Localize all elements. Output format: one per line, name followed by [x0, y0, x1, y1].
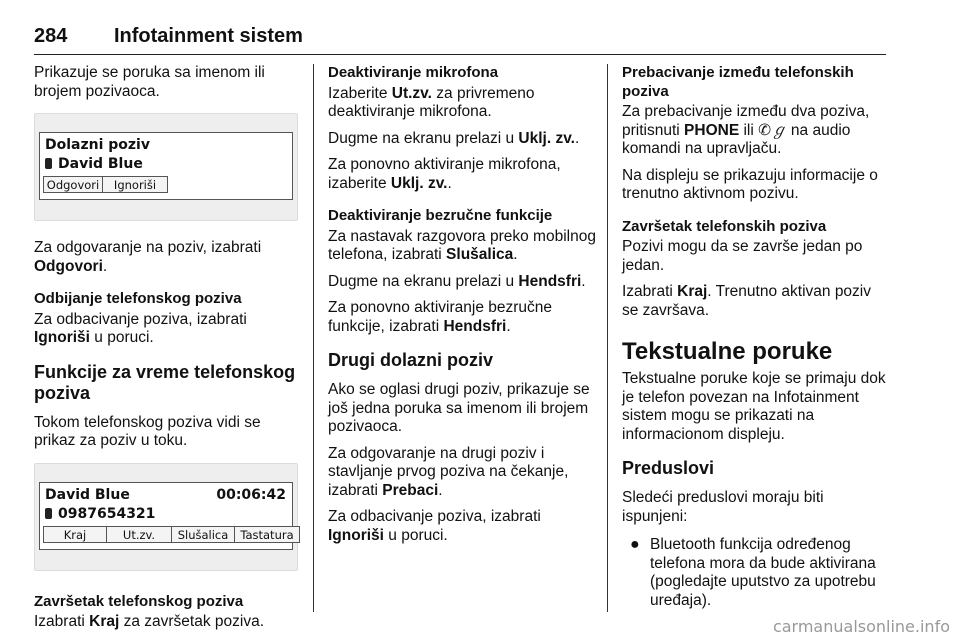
list-item — [622, 536, 890, 610]
switch-text-2: Na displeju se prikazuju informacije o trenutno aktivnom pozivu. — [622, 166, 878, 202]
functions-heading: Funkcije za vreme telefonskog poziva — [34, 361, 296, 403]
handsfree-text-2: Dugme na ekranu prelazi u Hendsfri. — [328, 272, 586, 290]
column-right — [622, 64, 890, 610]
second-call-text-2: Za odgovaranje na drugi poziv i stavljanje prvog poziva na čekanje, izabrati Prebaci. — [328, 444, 569, 499]
call-timer: 00:06:42 — [216, 486, 286, 503]
phone-icon — [45, 508, 52, 519]
end-calls-heading: Završetak telefonskih poziva — [622, 217, 827, 235]
handsfree-heading: Deaktiviranje bezručne funkcije — [328, 207, 553, 224]
mute-text-3: Za ponovno aktiviranje mikrofona, izaberite Uklj. zv.. — [328, 156, 561, 192]
switch-heading: Prebacivanje između telefonskih poziva — [622, 64, 854, 100]
bullet-icon: ● — [630, 536, 640, 553]
second-call-text: Ako se oglasi drugi poziv, prikazuje se još jedna poruka sa imenom ili brojem pozivaoca. — [328, 381, 590, 435]
end-call-text: Izabrati Kraj za završetak poziva. — [34, 613, 265, 630]
page-number: 284 — [34, 25, 68, 47]
button-row — [43, 526, 299, 543]
keypad-button[interactable]: Tastatura — [234, 526, 300, 543]
phone-control-icon: ✆ℊ — [758, 121, 787, 139]
mute-text: Izaberite Ut.zv. za privremeno deaktiviranje mikrofona. — [328, 84, 535, 120]
answer-button[interactable]: Odgovori — [43, 176, 103, 193]
end-call-button[interactable]: Kraj — [43, 526, 107, 543]
column-divider — [313, 64, 314, 612]
screen-title: Dolazni poziv — [45, 137, 150, 153]
mute-heading: Deaktiviranje mikrofona — [328, 64, 499, 81]
active-call-screen — [34, 463, 298, 571]
end-calls-text: Pozivi mogu da se završe jedan po jedan. — [622, 238, 863, 274]
caller-number: 0987654321 — [45, 505, 155, 524]
mute-text-2: Dugme na ekranu prelazi u Uklj. zv.. — [328, 129, 580, 147]
ignore-button[interactable]: Ignoriši — [102, 176, 168, 193]
intro-text: Prikazuje se poruka sa imenom ili brojem pozivaoca. — [34, 64, 265, 100]
column-left — [34, 64, 302, 640]
prereq-heading: Preduslovi — [622, 458, 715, 478]
list-item-text: Bluetooth funkcija određenog telefona mora da bude aktivirana (pogledajte uputstvo za upotrebu uređaja). — [650, 536, 876, 609]
phone-icon — [45, 158, 52, 169]
reject-heading: Odbijanje telefonskog poziva — [34, 290, 242, 307]
column-divider — [607, 64, 608, 612]
incoming-call-window — [39, 132, 293, 200]
mute-button[interactable]: Ut.zv. — [106, 526, 172, 543]
switch-text: Za prebacivanje između dva poziva, pritisnuti PHONE ili ✆ℊ na audio komandi na upravljaču. — [622, 103, 870, 157]
functions-text: Tokom telefonskog poziva vidi se prikaz za poziv u toku. — [34, 413, 261, 449]
end-calls-text-2: Izabrati Kraj. Trenutno aktivan poziv se završava. — [622, 283, 872, 319]
second-call-text-3: Za odbacivanje poziva, izabrati Ignoriši u poruci. — [328, 508, 541, 544]
column-middle — [328, 64, 596, 553]
caller-name: David Blue — [45, 486, 130, 503]
sms-text: Tekstualne poruke koje se primaju dok je telefon povezan na Infotainment sistem mogu se prikazati na informacionom displeju. — [622, 370, 886, 443]
second-call-heading: Drugi dolazni poziv — [328, 350, 493, 370]
answer-text: Za odgovaranje na poziv, izabrati Odgovori. — [34, 239, 262, 275]
button-row — [43, 176, 167, 193]
handsfree-text-3: Za ponovno aktiviranje bezručne funkcije, izabrati Hendsfri. — [328, 299, 553, 335]
sms-heading: Tekstualne poruke — [622, 338, 833, 365]
handsfree-text: Za nastavak razgovora preko mobilnog telefona, izabrati Slušalica. — [328, 227, 596, 263]
incoming-call-screen — [34, 113, 298, 221]
caller-name: David Blue — [45, 155, 143, 174]
reject-text: Za odbacivanje poziva, izabrati Ignoriši u poruci. — [34, 310, 247, 346]
page-header — [34, 24, 886, 55]
end-call-heading: Završetak telefonskog poziva — [34, 592, 244, 610]
active-call-window — [39, 482, 293, 550]
prereq-text: Sledeći preduslovi moraju biti ispunjeni: — [622, 489, 824, 525]
watermark: carmanualsonline.info — [772, 617, 950, 636]
page-title: Infotainment sistem — [114, 25, 303, 47]
handset-button[interactable]: Slušalica — [171, 526, 235, 543]
